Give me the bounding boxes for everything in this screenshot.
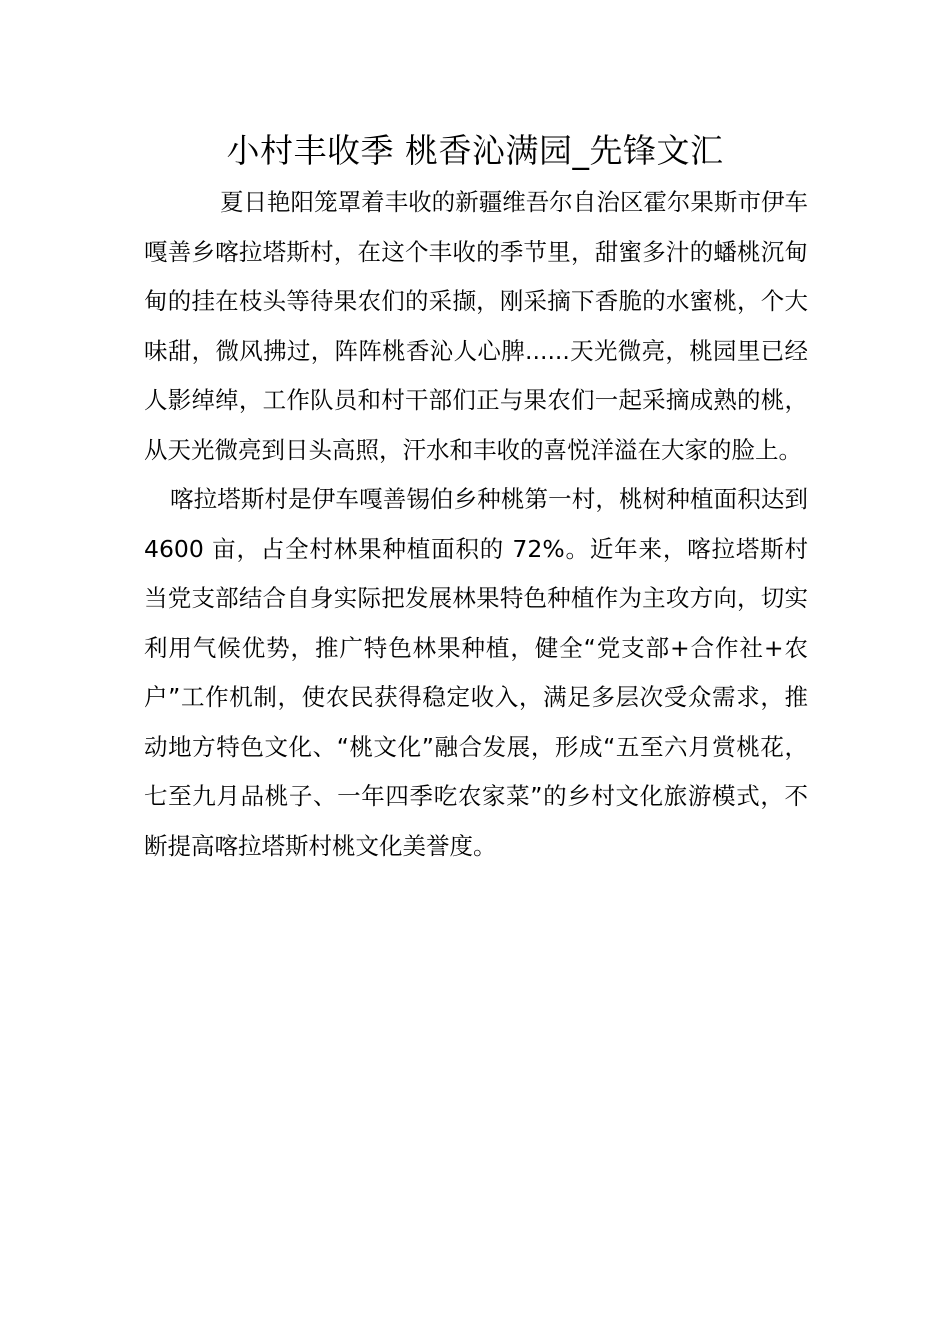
paragraph-2: 喀拉塔斯村是伊车嘎善锡伯乡种桃第一村，桃树种植面积达到 4600 亩，占全村林果种植面积的 72%。近年来，喀拉塔斯村当党支部结合自身实际把发展林果特色种植作为主攻方向，切实利用气候优势，推广特色林果种植，健全“党支部+合作社+农户”工作机制，使农民获得稳定收入，满足多层次受众需求，推动地方特色文化、“桃文化”融合发展，形成“五至六月赏桃花，七至九月品桃子、一年四季吃农家菜”的乡村文化旅游模式，不断提高喀拉塔斯村桃文化美誉度。 [144,485,808,860]
document-title: 小村丰收季 桃香沁满园_先锋文汇 [226,131,724,170]
document-body [144,178,808,871]
paragraph-1: 夏日艳阳笼罩着丰收的新疆维吾尔自治区霍尔果斯市伊车嘎善乡喀拉塔斯村，在这个丰收的季节里，甜蜜多汁的蟠桃沉甸甸的挂在枝头等待果农们的采撷，刚采摘下香脆的水蜜桃，个大味甜，微风拂过，阵阵桃香沁人心脾......天光微亮，桃园里已经人影绰绰，工作队员和村干部们正与果农们一起采摘成熟的桃，从天光微亮到日头高照，汗水和丰收的喜悦洋溢在大家的脸上。 [144,188,808,464]
